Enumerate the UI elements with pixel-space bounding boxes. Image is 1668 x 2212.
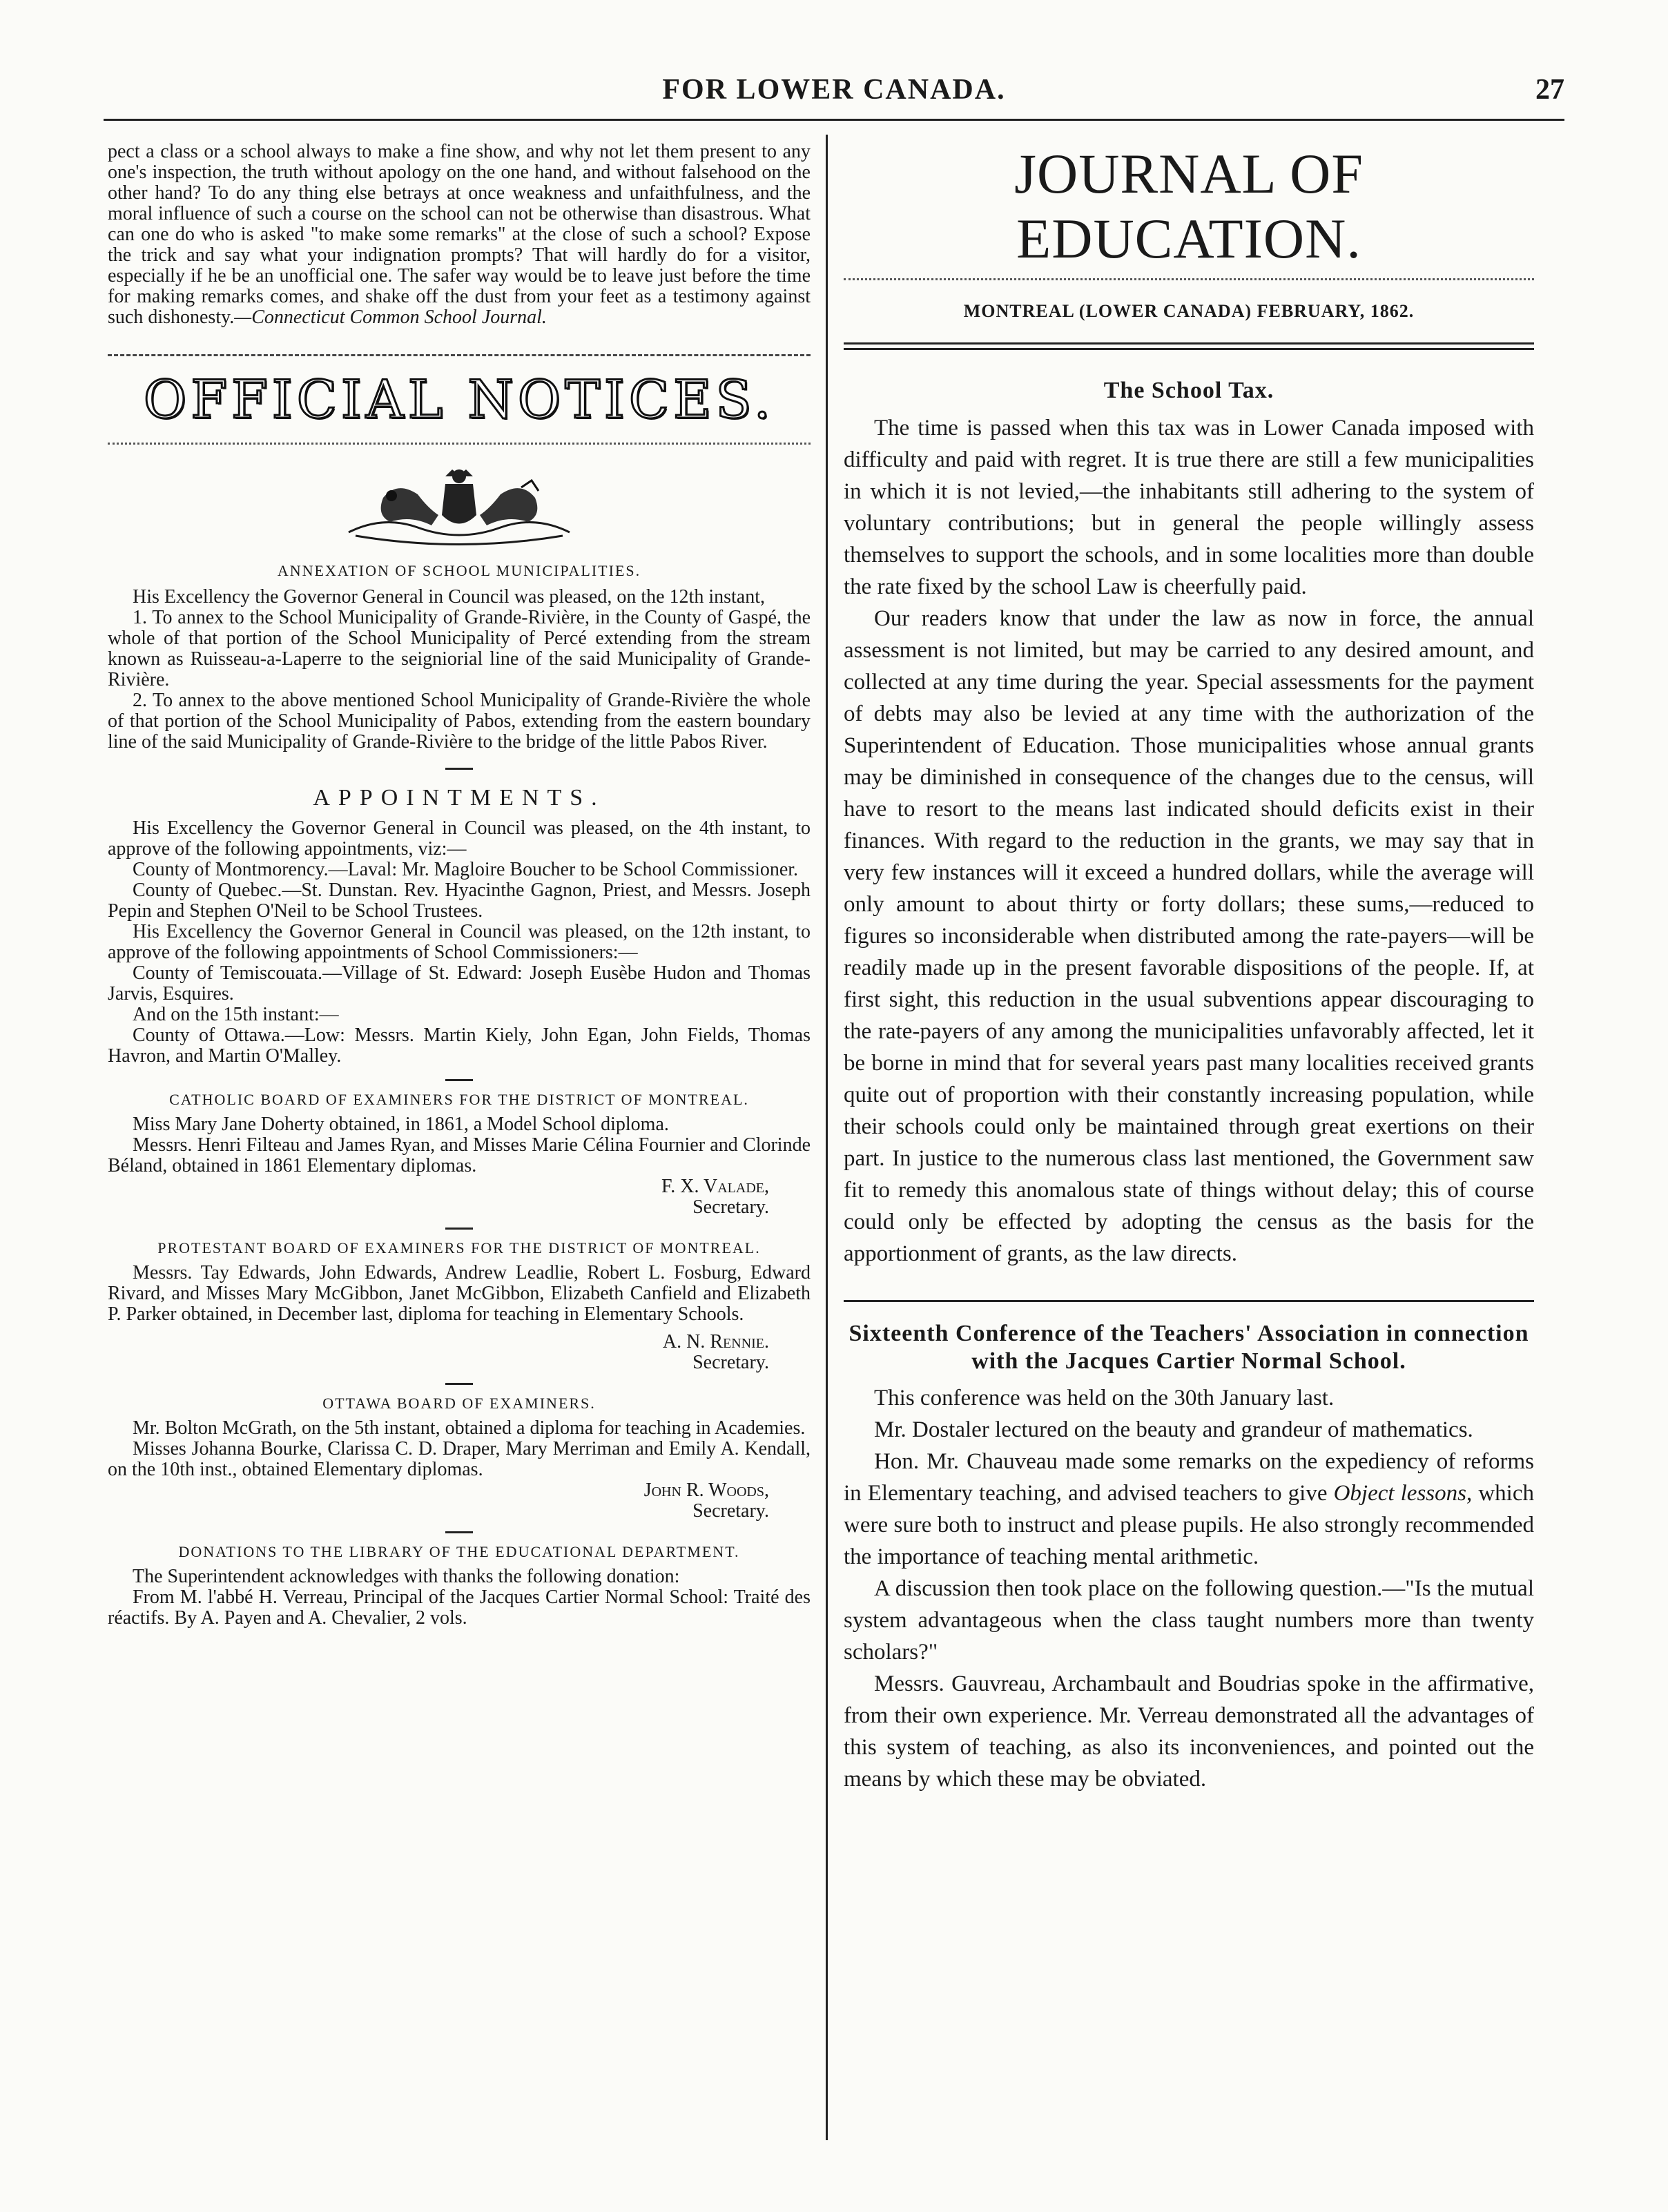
conference-text: Hon. Mr. Chauveau made some remarks on the expediency of reforms in Elementary teaching, and advised teachers to give	[844, 1449, 1534, 1506]
donations-heading: DONATIONS TO THE LIBRARY OF THE EDUCATIONAL DEPARTMENT.	[178, 1543, 740, 1560]
right-column	[844, 142, 1534, 1795]
signature-name: John R. Woods,	[643, 1479, 769, 1501]
column-divider	[826, 135, 828, 2140]
appointments-paragraph: County of Montmorency.—Laval: Mr. Magloire Boucher to be School Commissioner.	[133, 859, 799, 880]
continued-article-source: —Connecticut Common School Journal.	[234, 307, 547, 328]
appointments-paragraph: His Excellency the Governor General in Council was pleased, on the 12th instant, to approve of the following appointments of School Commissioners:—	[108, 921, 811, 963]
protestant-board-paragraph: Messrs. Tay Edwards, John Edwards, Andrew Leadlie, Robert L. Fosburg, Edward Rivard, and Misses Mary McGibbon, Janet McGibbon, Elizabeth Canfield and Elizabeth P. Parker obtained, in December last, diploma for teaching in Elementary Schools.	[108, 1262, 811, 1325]
conference-paragraph	[844, 1446, 1534, 1573]
conference-paragraph: Messrs. Gauvreau, Archambault and Boudrias spoke in the affirmative, from their own experience. Mr. Verreau demonstrated all the advantages of this system of teaching, as also its inconveniences, and pointed out the means by which these may be obviated.	[844, 1671, 1534, 1792]
appointments-paragraph: County of Temiscouata.—Village of St. Edward: Joseph Eusèbe Hudon and Thomas Jarvis, Esquires.	[108, 962, 811, 1005]
coat-of-arms-emblem	[342, 467, 576, 550]
annexation-paragraph: His Excellency the Governor General in Council was pleased, on the 12th instant,	[133, 586, 765, 608]
appointments-paragraph: And on the 15th instant:—	[133, 1004, 339, 1025]
ottawa-board-paragraph: Misses Johanna Bourke, Clarissa C. D. Draper, Mary Merriman and Emily A. Kendall, on the 10th inst., obtained Elementary diplomas.	[108, 1438, 811, 1480]
catholic-board-heading: CATHOLIC BOARD OF EXAMINERS FOR THE DISTRICT OF MONTREAL.	[169, 1091, 749, 1108]
appointments-heading: APPOINTMENTS.	[313, 785, 605, 811]
continued-article-text: pect a class or a school always to make a fine show, and why not let them present to any one's inspection, the truth without apology on the one hand, and without falsehood on the other hand? To do any thing else betrays at once weakness and unfaithfulness, and the moral influence of such a course on the school can not be otherwise than disastrous. What can one do who is asked "to make some remarks" at the close of such a school? Expose the trick and say what your indignation prompts? That will hardly do for a visitor, especially if he be an unofficial one. The safer way would be to leave just before the time for making remarks comes, and shake off the dust from your feet as a testimony against such dishonesty.	[108, 141, 811, 328]
header-rule	[104, 119, 1564, 121]
conference-title: Sixteenth Conference of the Teachers' Association in connection with the Jacques Cartier Normal School.	[848, 1321, 1529, 1374]
page-number: 27	[1535, 74, 1564, 106]
continued-article	[108, 142, 811, 328]
ottawa-board-heading: OTTAWA BOARD OF EXAMINERS.	[322, 1395, 596, 1412]
signature-title: Secretary.	[692, 1352, 769, 1373]
official-notices-banner: OFFICIAL NOTICES.	[143, 369, 775, 430]
ottawa-board-paragraph: Mr. Bolton McGrath, on the 5th instant, obtained a diploma for teaching in Academies.	[133, 1417, 806, 1439]
school-tax-paragraph: Our readers know that under the law as now in force, the annual assessment is not limited, but may be carried to any desired amount, and collected at any time during the year. Special assessments for the payment of debts may also be levied at any time with the authorization of the Superintendent of Education. Those municipalities whose annual grants may be diminished in consequence of the changes due to the census, will have to resort to the means last indicated should deficits exist in their finances. With regard to the reduction in the grants, we may say that in very few instances will it exceed a hundred dollars, while the average will only amount to about thirty or forty dollars; these sums,—reduced to figures so inconsiderable when distributed among the rate-payers—will be readily made up in the present favorable dispositions of the people. If, at first sight, this reduction in the usual subventions appear discouraging to the rate-payers of any among the municipalities unfavorably affected, let it be borne in mind that for several years past many localities received grants quite out of proportion with their constantly increasing population, while their schools could only be maintained through great exertions on their part. In justice to the numerous class last mentioned, the Government saw fit to remedy this anomalous state of things without delay; this of course could only be effected by adopting the census as the basis for the apportionment of grants, as the law directs.	[844, 606, 1534, 1266]
signature-name: A. N. Rennie.	[662, 1331, 769, 1352]
object-lessons-emphasis: Object lessons	[1333, 1481, 1466, 1506]
signature	[108, 1176, 811, 1197]
annexation-paragraph: 2. To annex to the above mentioned School Municipality of Grande-Rivière the whole of that portion of the School Municipality of Pabos, extending from the eastern boundary line of the said Municipality of Grande-Rivière to the bridge of the little Pabos River.	[108, 690, 811, 753]
conference-paragraph: Mr. Dostaler lectured on the beauty and grandeur of mathematics.	[874, 1417, 1473, 1442]
school-tax-title: The School Tax.	[1103, 378, 1274, 403]
left-column	[108, 142, 811, 1629]
conference-paragraph: This conference was held on the 30th January last.	[874, 1386, 1335, 1410]
school-tax-paragraph: The time is passed when this tax was in Lower Canada imposed with difficulty and paid with regret. It is true there are still a few municipalities in which it is not levied,—the inhabitants still adhering to the system of voluntary contributions; but in general the people willingly assess themselves to support the schools, and in some localities more than double the rate fixed by the school Law is cheerfully paid.	[844, 416, 1534, 599]
appointments-paragraph: County of Ottawa.—Low: Messrs. Martin Kiely, John Egan, John Fields, Thomas Havron, and Martin O'Malley.	[108, 1025, 811, 1067]
appointments-paragraph: His Excellency the Governor General in Council was pleased, on the 4th instant, to approve of the following appointments, viz:—	[108, 817, 811, 860]
catholic-board-paragraph: Miss Mary Jane Doherty obtained, in 1861, a Model School diploma.	[133, 1114, 669, 1135]
running-title: FOR LOWER CANADA.	[662, 74, 1006, 106]
conference-text: , which were sure both to instruct and please pupils. He also strongly recommended the importance of teaching mental arithmetic.	[844, 1481, 1534, 1569]
conference-paragraph: A discussion then took place on the following question.—"Is the mutual system advantageous when the class taught numbers more than twenty scholars?"	[844, 1576, 1534, 1665]
journal-masthead: JOURNAL OF EDUCATION.	[1014, 142, 1364, 270]
annexation-heading: ANNEXATION OF SCHOOL MUNICIPALITIES.	[277, 562, 641, 579]
protestant-board-heading: PROTESTANT BOARD OF EXAMINERS FOR THE DISTRICT OF MONTREAL.	[157, 1239, 761, 1257]
signature-title: Secretary.	[692, 1500, 769, 1522]
signature-name: F. X. Valade,	[661, 1176, 769, 1197]
annexation-paragraph: 1. To annex to the School Municipality of Grande-Rivière, in the County of Gaspé, the whole of that portion of the School Municipality of Percé extending from the stream known as Ruisseau-a-Laperre to the seigniorial line of the said Municipality of Grande-Rivière.	[108, 607, 811, 690]
donations-paragraph: The Superintendent acknowledges with thanks the following donation:	[133, 1566, 680, 1587]
running-head	[104, 66, 1564, 115]
signature	[108, 1480, 811, 1501]
signature	[108, 1332, 811, 1352]
signature-title: Secretary.	[692, 1196, 769, 1218]
dateline: MONTREAL (LOWER CANADA) FEBRUARY, 1862.	[963, 301, 1415, 321]
donations-paragraph: From M. l'abbé H. Verreau, Principal of the Jacques Cartier Normal School: Traité des réactifs. By A. Payen and A. Chevalier, 2 vols.	[108, 1587, 811, 1629]
appointments-paragraph: County of Quebec.—St. Dunstan. Rev. Hyacinthe Gagnon, Priest, and Messrs. Joseph Pepin and Stephen O'Neil to be School Trustees.	[108, 880, 811, 922]
catholic-board-paragraph: Messrs. Henri Filteau and James Ryan, and Misses Marie Célina Fournier and Clorinde Béland, obtained in 1861 Elementary diplomas.	[108, 1134, 811, 1176]
